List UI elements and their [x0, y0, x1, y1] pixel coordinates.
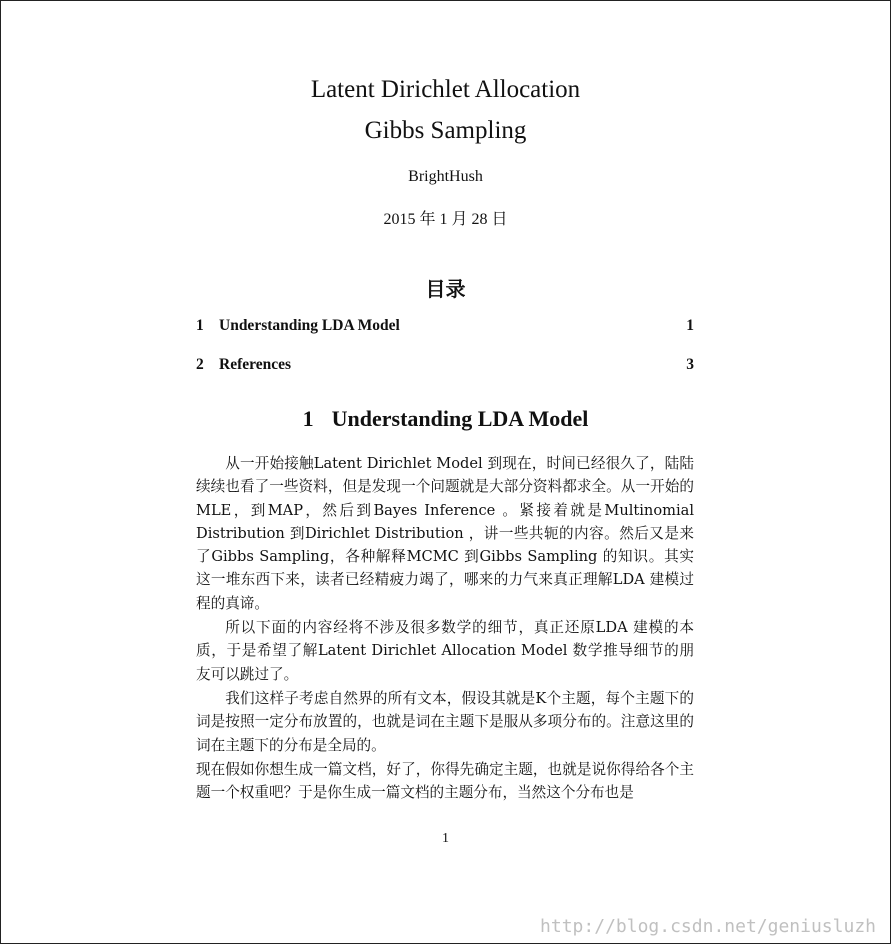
paragraph: 我们这样子考虑自然界的所有文本，假设其就是K个主题，每个主题下的词是按照一定分布放置的，也就是词在主题下是服从多项分布的。注意这里的词在主题下的分布是全局的。 — [196, 689, 694, 754]
toc-entry-number: 2 — [196, 356, 204, 373]
section-body — [196, 452, 694, 805]
paragraph: 所以下面的内容经将不涉及很多数学的细节，真正还原LDA 建模的本质，于是希望了解Latent Dirichlet Allocation Model 数学推导细节的朋友可以跳过了。 — [196, 619, 694, 683]
toc-entry-title — [196, 317, 400, 335]
document-title — [1, 69, 890, 151]
toc-entry-label: Understanding LDA Model — [219, 317, 400, 334]
author: BrightHush — [408, 168, 483, 185]
title-line-2: Gibbs Sampling — [364, 117, 527, 144]
toc-heading: 目录 — [425, 277, 466, 301]
paragraph: 从一开始接触Latent Dirichlet Model 到现在，时间已经很久了，陆陆续续也看了一些资料，但是发现一个问题就是大部分资料都求全。从一开始的MLE，到MAP，然后到Bayes Inference 。紧接着就是Multinomial Distribution 到Dirichlet Distribution ，讲一些共轭的内容。然后又是来了Gibbs Sampling，各种解释MCMC 到Gibbs Sampling 的知识。其实这一堆东西下来，读者已经精疲力竭了，哪来的力气来真正理解LDA 建模过程的真谛。 — [196, 455, 694, 612]
watermark: http://blog.csdn.net/geniusluzh — [540, 916, 876, 937]
toc-entry-title — [196, 356, 291, 374]
toc-entry-page: 1 — [686, 317, 694, 334]
section-number: 1 — [302, 406, 314, 431]
toc-entry-number: 1 — [196, 317, 204, 334]
page-number: 1 — [442, 831, 449, 846]
section-title: Understanding LDA Model — [331, 406, 589, 431]
title-line-1: Latent Dirichlet Allocation — [310, 76, 581, 103]
section-heading — [1, 406, 890, 432]
toc-entry[interactable] — [196, 317, 694, 339]
date: 2015 年 1 月 28 日 — [383, 211, 508, 228]
toc-entry-page: 3 — [686, 356, 694, 373]
toc-entry-label: References — [219, 356, 292, 373]
toc-entry[interactable] — [196, 356, 694, 378]
paragraph: 现在假如你想生成一篇文档，好了，你得先确定主题，也就是说你得给各个主题一个权重吧？于是你生成一篇文档的主题分布，当然这个分布也是 — [196, 760, 694, 802]
table-of-contents — [196, 317, 694, 395]
